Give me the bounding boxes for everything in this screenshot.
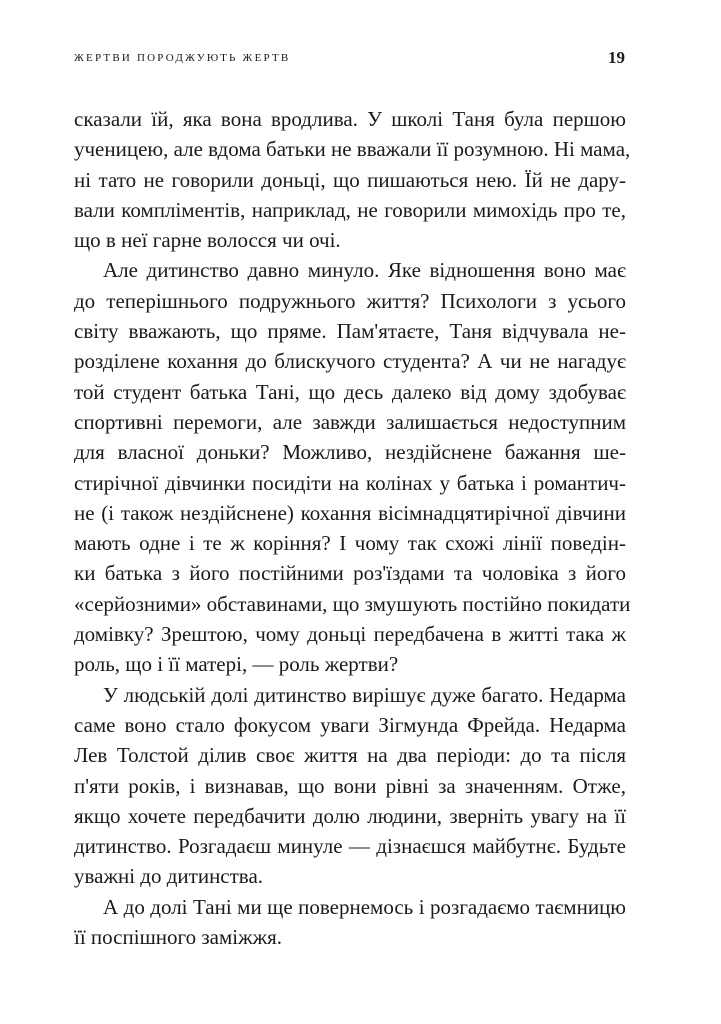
text-line: У людській долі дитинство вирішує дуже багато. Недарма [103,682,626,707]
text-line: для власної доньки? Можливо, нездійснене бажання ше- [74,440,626,465]
text-line: сказали їй, яка вона вродлива. У школі Таня була першою [74,107,626,131]
text-line: вали компліментів, наприклад, не говорили мимохідь про те, [74,197,626,222]
text-line: її поспішного заміжжя. [74,925,282,950]
running-title: ЖЕРТВИ ПОРОДЖУЮТЬ ЖЕРТВ [74,52,291,64]
text-line: ні тато не говорили доньці, що пишаються нею. Їй не дару- [74,167,626,192]
paragraph-2 [74,255,631,679]
text-line: саме воно стало фокусом уваги Зігмунда Фрейда. Недарма [74,712,626,737]
text-line: домівку? Зрештою, чому доньці передбачена в житті така ж [74,622,626,647]
text-line: А до долі Тані ми ще повернемось і розгадаємо таємницю [103,894,626,919]
text-line: ученицею, але вдома батьки не вважали її розумною. Ні мама, [74,137,631,162]
text-line: «серйозними» обставинами, що змушують постійно покидати [74,591,631,616]
page-number: 19 [608,48,625,67]
text-line: п'яти років, і визнавав, що вони рівні за значенням. Отже, [74,773,626,798]
text-line: якщо хочете передбачити долю людини, зверніть увагу на її [74,803,626,828]
text-line: стирічної дівчинки посидіти на колінах у батька і романтич- [74,470,626,495]
text-line: уважні до дитинства. [74,864,264,889]
text-line: Але дитинство давно минуло. Яке відношення воно має [103,258,626,283]
paragraph-3 [74,680,626,892]
paragraph-4 [74,892,626,953]
paragraph-1 [74,104,631,255]
body-text [74,104,631,952]
text-line: що в неї гарне волосся чи очі. [74,228,341,253]
text-line: роль, що і її матері, — роль жертви? [74,652,399,677]
text-line: той студент батька Тані, що десь далеко від дому здобуває [74,379,626,404]
text-line: світу вважають, що пряме. Пам'ятаєте, Таня відчувала не- [74,319,626,344]
text-line: розділене кохання до блискучого студента? А чи не нагадує [74,349,626,374]
text-line: спортивні перемоги, але завжди залишається недоступним [74,409,626,434]
text-line: дитинство. Розгадаєш минуле — дізнаєшся майбутнє. Будьте [74,834,626,859]
text-line: не (і також нездійснене) кохання вісімнадцятирічної дівчини [74,500,626,525]
text-line: до теперішнього подружнього життя? Психологи з усього [74,288,626,313]
text-line: ки батька з його постійними роз'їздами та чоловіка з його [74,561,626,586]
text-line: Лев Толстой ділив своє життя на два періоди: до та після [74,743,626,768]
text-line: мають одне і те ж коріння? І чому так схожі лінії поведін- [74,531,626,556]
